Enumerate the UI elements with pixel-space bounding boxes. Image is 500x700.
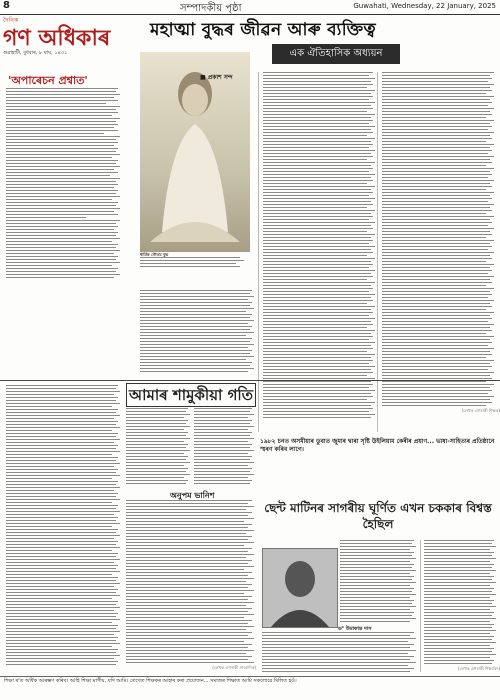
page-number: 8 [3, 0, 10, 11]
issue-date: Guwahati, Wednesday, 22 January, 2025 [353, 2, 496, 10]
article3-end-note: (লেখক এগৰাকী শিক্ষাবিদ) [457, 666, 500, 671]
buddha-image [140, 52, 250, 252]
author-photo [262, 548, 338, 628]
masthead [3, 15, 123, 67]
article2-end-note: (লেখক এগৰাকী সাংবাদিক) [212, 665, 256, 670]
highlight-notice: ১৯৮২ চনত অসমীয়াৰ ডুবাত জুমাৰ দ্বাৰা সৃষ্টি উইলিয়াম কেৰীৰ প্ৰয়াণ... ভাষা-সাহিত্যৰ প্ৰতিষ্ঠানে স্মৰণ কৰিব লাগে। [260, 438, 495, 453]
masthead-small: দৈনিক [3, 17, 19, 24]
article1-title: মহাত্মা বুদ্ধৰ জীৱন আৰু ব্যক্তিত্ব [150, 20, 376, 40]
article2-col2-top [194, 408, 256, 488]
section-divider [0, 380, 500, 381]
article3-byline: ড° উমাকান্ত দাস [338, 626, 372, 632]
article1-col2 [258, 72, 379, 432]
article2-author: অনুপম ভানিশ [170, 491, 215, 500]
editorial-text-block [6, 88, 122, 283]
article1-end-note: (লেখক এগৰাকী শিক্ষক) [461, 408, 500, 413]
article2-col1-top [126, 408, 192, 488]
article3-title: ছেন্ট মাটিনৰ সাগৰীয় ঘূৰ্ণিত এখন চককাৰ বিশ্বস্ত হৈছিল [264, 501, 492, 531]
article1-subhead: এক ঐতিহাসিক অধ্যয়ন [272, 44, 400, 64]
footer-editorial-strip: শিক্ষা ৰ'ত অৰ্ধিক আৰম্ভণ কৰিব। আহি শিক্ষা মাগীয়, যদি আমি। তেখেত শিক্ষকৰ আহাৰ কৰা প্ৰয়োজন... সমাজৰ শিক্ষাত আমি সকলোৱে মিলিত হওঁ। [0, 676, 500, 700]
article3-right-col [420, 540, 500, 672]
caption-text: ধাৰ্মিক গৌতম বুদ্ধ [140, 252, 169, 257]
article1-author: ■ প্ৰকাশ সন্দ [200, 74, 233, 81]
article2-bottom-text [126, 500, 256, 672]
editorial-title: 'অপাৰেচন প্ৰশ্বাত' [8, 74, 88, 87]
article1-col3 [377, 72, 500, 432]
article3-photo-side-text [340, 540, 418, 624]
article3-bottom-left-text [262, 632, 418, 674]
buddha-caption [140, 252, 248, 288]
section-title: সম্পাদকীয় পৃষ্ঠা [180, 3, 242, 14]
article2-title: আমাৰ শামুকীয়া গতি [126, 383, 256, 407]
masthead-logo: গণ অধিকাৰ [3, 25, 111, 51]
masthead-sub: গুৱাহাটী, বুধবাৰ, ৮ মাঘ, ১৪৩১ [3, 50, 68, 56]
editorial-cont-text [6, 385, 122, 673]
article1-left-text [140, 290, 255, 376]
